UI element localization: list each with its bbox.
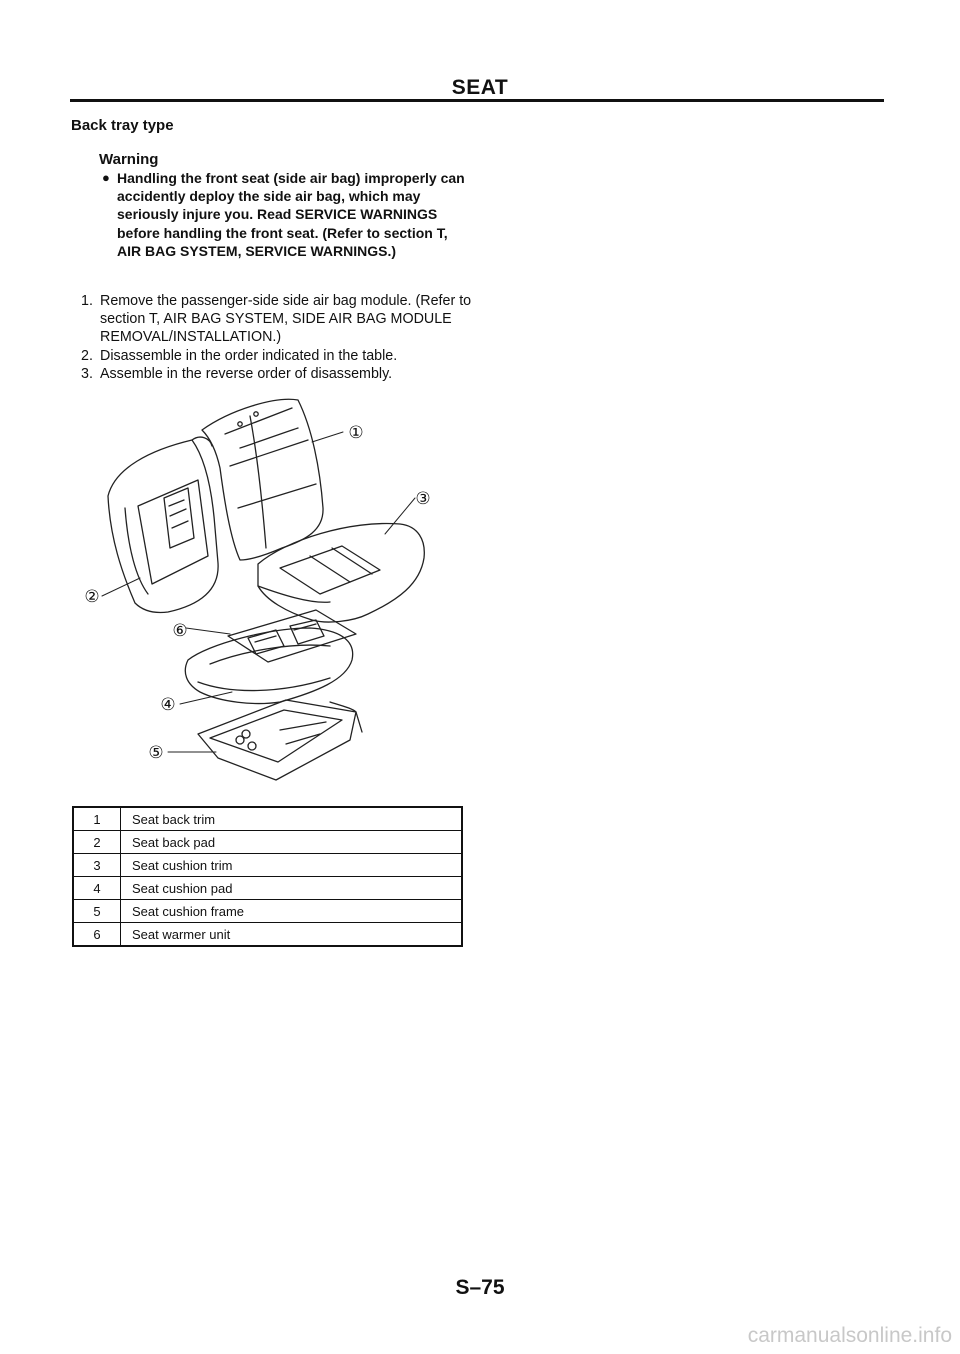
seat-back-pad-drawing [108, 437, 218, 612]
step-item [81, 347, 481, 365]
table-row [73, 831, 462, 854]
warning-bullet: ● [102, 170, 110, 185]
part-number: 5 [73, 900, 121, 923]
part-name: Seat back pad [121, 831, 463, 854]
callout-3: ③ [415, 489, 431, 509]
part-name: Seat warmer unit [121, 923, 463, 947]
procedure-steps [81, 292, 481, 383]
part-number: 2 [73, 831, 121, 854]
table-row [73, 807, 462, 831]
step-number: 3. [81, 365, 93, 382]
step-text: Assemble in the reverse order of disassembly. [100, 365, 393, 382]
seat-exploded-diagram [80, 388, 480, 798]
warning-title: Warning [99, 151, 159, 168]
step-text: Disassemble in the order indicated in the table. [100, 347, 398, 364]
callout-4: ④ [160, 695, 176, 715]
table-row [73, 877, 462, 900]
part-number: 6 [73, 923, 121, 947]
step-item [81, 292, 481, 347]
callout-1: ① [348, 423, 364, 443]
part-name: Seat back trim [121, 807, 463, 831]
page-number: S–75 [455, 1276, 505, 1299]
callout-2: ② [84, 587, 100, 607]
part-name: Seat cushion trim [121, 854, 463, 877]
header-rule [70, 99, 884, 102]
part-number: 3 [73, 854, 121, 877]
part-number: 4 [73, 877, 121, 900]
seat-cushion-pad-drawing [185, 628, 352, 704]
callout-labels [84, 423, 430, 763]
callout-6: ⑥ [172, 621, 188, 641]
step-number: 2. [81, 347, 93, 364]
part-name: Seat cushion pad [121, 877, 463, 900]
table-row [73, 900, 462, 923]
seat-back-trim-drawing [202, 399, 323, 560]
section-heading: Back tray type [71, 117, 174, 134]
page-header-title: SEAT [451, 76, 509, 99]
part-name: Seat cushion frame [121, 900, 463, 923]
callout-5: ⑤ [148, 743, 164, 763]
step-number: 1. [81, 293, 93, 309]
warning-text: Handling the front seat (side air bag) improperly can accidently deploy the side air bag, which may seriously injure you. Read SERVICE WARNINGS before handling the front seat. (Refer to section T, AIR BAG SYSTEM, SERVICE WARNINGS.) [117, 170, 465, 259]
table-row [73, 854, 462, 877]
watermark: carmanualsonline.info [747, 1324, 952, 1347]
part-number: 1 [73, 807, 121, 831]
seat-cushion-trim-drawing [258, 523, 424, 622]
step-text: Remove the passenger-side side air bag module. (Refer to section T, AIR BAG SYSTEM, SIDE AIR BAG MODULE REMOVAL/INSTALLATION.) [100, 293, 472, 346]
seat-cushion-frame-drawing [198, 700, 362, 780]
table-row [73, 923, 462, 947]
parts-table [72, 806, 463, 947]
step-item [81, 365, 481, 383]
